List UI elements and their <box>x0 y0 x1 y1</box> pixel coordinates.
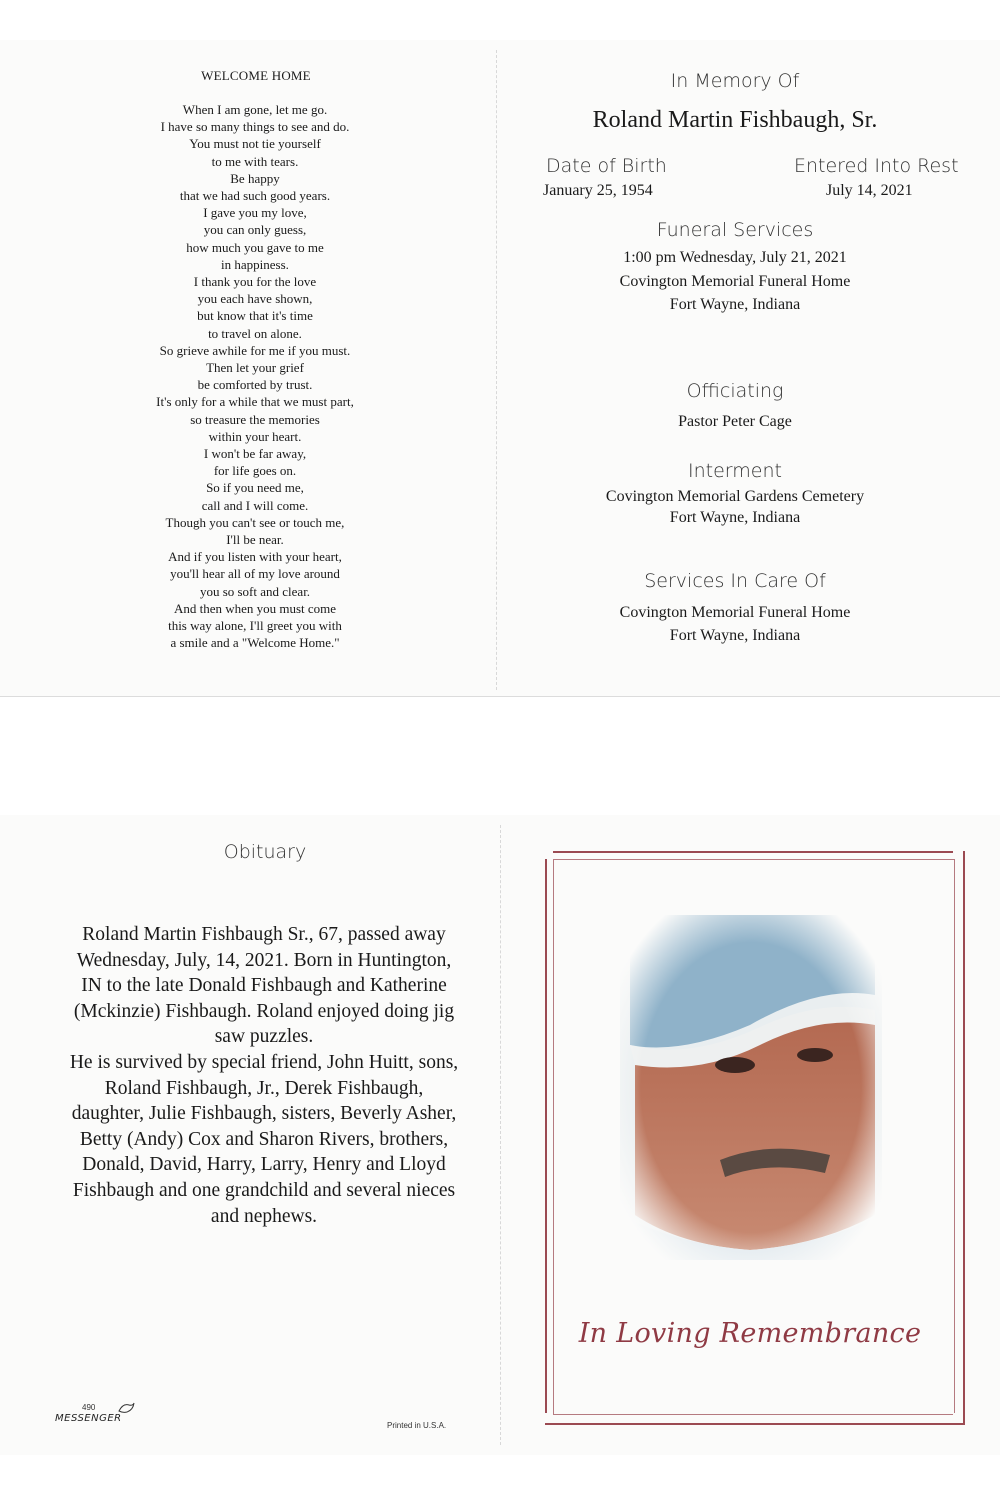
poem-line: so treasure the memories <box>190 411 320 427</box>
frame-corner <box>543 849 553 859</box>
interment-label: Interment <box>688 460 782 482</box>
fold-line <box>496 50 497 690</box>
obituary-line: saw puzzles. <box>214 1026 314 1048</box>
poem-line: I won't be far away, <box>203 446 307 462</box>
obituary-line: Roland Fishbaugh, Jr., Derek Fishbaugh, <box>104 1077 424 1099</box>
rest-label: Entered Into Rest <box>794 155 959 177</box>
printed-note: Printed in U.S.A. <box>387 1421 447 1430</box>
publisher-logo: MESSENGER <box>55 1413 122 1424</box>
obituary-line: He is survived by special friend, John Huitt, sons, <box>69 1051 459 1073</box>
obituary-line: Fishbaugh and one grandchild and several nieces <box>72 1179 456 1201</box>
poem-line: When I am gone, let me go. <box>182 102 328 117</box>
interment-place: Covington Memorial Gardens Cemetery <box>605 488 865 505</box>
poem-line: but know that it's time <box>197 308 313 324</box>
obituary-line: and nephews. <box>210 1205 318 1227</box>
poem-line: you can only guess, <box>203 222 307 238</box>
poem-line: I thank you for the love <box>193 274 317 290</box>
care-city: Fort Wayne, Indiana <box>669 627 801 644</box>
poem-line: a smile and a "Welcome Home." <box>170 635 340 651</box>
portrait-photo <box>620 915 882 1260</box>
poem-line: you'll hear all of my love around <box>170 566 340 582</box>
rest-date: July 14, 2021 <box>826 182 913 199</box>
frame-corner <box>953 1413 963 1423</box>
obituary-body <box>48 922 480 1229</box>
obituary-line: IN to the late Donald Fishbaugh and Katherine <box>81 975 447 997</box>
obituary-line: Betty (Andy) Cox and Sharon Rivers, brothers, <box>79 1128 449 1150</box>
poem-line: Then let your grief <box>206 360 304 376</box>
funeral-services-label: Funeral Services <box>656 219 814 241</box>
officiant-name: Pastor Peter Cage <box>678 413 792 430</box>
birth-label: Date of Birth <box>546 155 667 177</box>
interment-city: Fort Wayne, Indiana <box>669 509 801 526</box>
poem-line: It's only for a while that we must part, <box>156 394 354 410</box>
obituary-heading: Obituary <box>223 841 307 863</box>
poem-line: You must not tie yourself <box>189 136 321 152</box>
poem-line: to me with tears. <box>211 153 299 169</box>
poem-line: call and I will come. <box>201 497 309 513</box>
obituary-line: Wednesday, July, 14, 2021. Born in Huntington, <box>76 949 452 971</box>
birth-date: January 25, 1954 <box>543 182 653 199</box>
poem-line: So if you need me, <box>206 480 304 496</box>
funeral-time: 1:00 pm Wednesday, July 21, 2021 <box>623 249 847 266</box>
poem-line: I'll be near. <box>226 532 284 548</box>
poem-line: And then when you must come <box>173 600 337 616</box>
in-memory-heading: In Memory Of <box>670 70 800 92</box>
poem-line: in happiness. <box>221 256 289 272</box>
fold-line <box>500 825 501 1445</box>
poem-line: And if you listen with your heart, <box>168 549 342 565</box>
poem-line: be comforted by trust. <box>197 377 313 393</box>
obituary-line: (Mckinzie) Fishbaugh. Roland enjoyed doing jig <box>73 1000 455 1022</box>
logo-code: 490 <box>82 1403 96 1412</box>
officiating-label: Officiating <box>686 380 784 402</box>
poem-line: this way alone, I'll greet you with <box>168 618 342 634</box>
obituary-line: Donald, David, Harry, Larry, Henry and Lloyd <box>82 1154 446 1176</box>
obituary-line: Roland Martin Fishbaugh Sr., 67, passed away <box>82 924 446 945</box>
poem-line: within your heart. <box>208 428 302 444</box>
dove-icon <box>117 1401 135 1417</box>
poem-line: Though you can't see or touch me, <box>165 514 345 530</box>
poem-line: to travel on alone. <box>208 325 302 341</box>
frame-corner <box>953 849 963 859</box>
poem-line: for life goes on. <box>213 463 297 479</box>
cover-title: In Loving Remembrance <box>578 1318 922 1349</box>
poem-line: that we had such good years. <box>179 188 331 204</box>
funeral-place: Covington Memorial Funeral Home <box>619 273 851 290</box>
frame-corner <box>543 1413 553 1423</box>
deceased-name: Roland Martin Fishbaugh, Sr. <box>592 107 878 133</box>
poem-line: you each have shown, <box>197 291 313 307</box>
care-place: Covington Memorial Funeral Home <box>619 604 851 621</box>
poem-line: how much you gave to me <box>186 239 324 255</box>
poem-line: you so soft and clear. <box>199 583 311 599</box>
poem-line: I gave you my love, <box>203 205 307 221</box>
poem-body <box>100 101 410 652</box>
obituary-line: daughter, Julie Fishbaugh, sisters, Beverly Asher, <box>71 1103 457 1125</box>
poem-line: Be happy <box>230 170 280 186</box>
poem-line: I have so many things to see and do. <box>160 119 350 135</box>
poem-title: WELCOME HOME <box>201 68 311 83</box>
poem-line: So grieve awhile for me if you must. <box>159 342 351 358</box>
services-care-label: Services In Care Of <box>644 570 826 592</box>
funeral-city: Fort Wayne, Indiana <box>669 296 801 313</box>
